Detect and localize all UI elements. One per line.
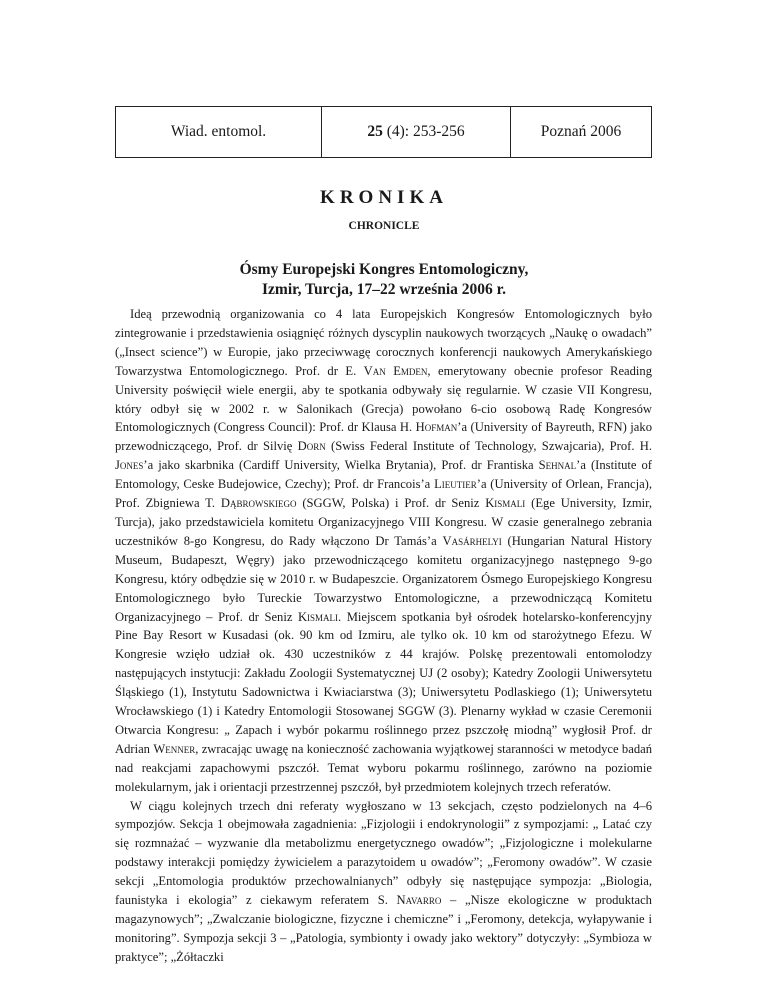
article-title (0, 260, 768, 300)
text-run: Ideą przewodnią organizowania co 4 lata Europejskich Kongresów Entomologicznych było zintegrowanie i przedstawienia osiągnięć różnych dyscyplin naukowych tworzących „Naukę o owadach” („Insect science”) w Europie, jako przeciwwagę corocznych konferencji naukowych Amerykańskiego Towarzystwa Entomologicznego. Prof. dr E. (115, 307, 652, 378)
text-run: ’a jako skarbnika (Cardiff University, Wielka Brytania), Prof. dr Frantiska (143, 458, 539, 473)
author-name: Wenner (153, 741, 196, 756)
volume-number: 25 (367, 123, 383, 140)
text-run: (Hungarian Natural History Museum, Budapeszt, Węgry) jako przewodniczącego komitetu organizacyjnego następnego 9-go Kongresu, który odbędzie się w 2010 r. w Budapeszcie. Organizatorem Ósmego Europejskiego Kongresu Entomologicznego było Tureckie Towarzystwo Entomologiczne, a przewodniczącą Komitetu Organizacyjnego – Prof. dr Seniz (115, 533, 652, 624)
article-title-line-2: Izmir, Turcja, 17–22 września 2006 r. (262, 281, 506, 298)
author-name: Jones (115, 458, 144, 473)
text-run: W ciągu kolejnych trzech dni referaty wygłoszano w 13 sekcjach, często podzielonych na 4–6 sympozjów. Sekcja 1 obejmowała zagadnienia: „Fizjologii i endokrynologii” z sympozjami: „ Latać czy się rozmnażać – wyzwanie dla metabolizmu energetycznego owadów”; „Fizjologiczne i molekularne podstawy interakcji pomiędzy żywicielem a parazytoidem u owadów”; „Feromony owadów”. W czasie sekcji „Entomologia produktów przechowalnianych” odbyły się następujące sympozja: „Biologia, faunistyka i ekologia” z ciekawym referatem S. (115, 798, 652, 908)
text-run: , emerytowany obecnie profesor Reading University poświęcił wiele energii, aby te spotkania odbywały się regularnie. W czasie VII Kongresu, który odbył się w 2002 r. w Salonikach (Grecja) powołano 6-cio osobową Radę Kongresów Entomologicznych (Congress Council): Prof. dr Klausa H. (115, 363, 653, 435)
author-name: Kismali (297, 609, 339, 624)
section-subtitle: CHRONICLE (348, 220, 420, 232)
article-body (115, 305, 652, 967)
text-run: (Ege University, Izmir, Turcja), jako przedstawiciela komitetu Organizacyjnego VIII Kongresu. W czasie generalnego zebrania uczestników 8-go Kongresu, do Rady włączono Dr Tamás’a (115, 496, 652, 548)
journal-name: Wiad. entomol. (116, 107, 322, 158)
paragraph-1 (115, 305, 652, 797)
author-name: Hofman (415, 420, 458, 435)
author-name: Dorn (297, 439, 326, 454)
text-run: – „Nisze ekologiczne w produktach magazynowych”; „Zwalczanie biologiczne, fizyczne i chemiczne” i „Feromony, detekcja, wyłapywanie i monitoring”. Sympozja sekcji 3 – „Patologia, symbionty i owady jako wektory” dotyczyły: „Symbioza w praktyce”; „Żółtaczki (115, 893, 652, 964)
volume-issue (322, 107, 511, 158)
text-run: ’a (Institute of Entomology, Ceske Budejowice, Czechy); Prof. dr Francois’a (115, 458, 652, 492)
text-run: (SGGW, Polska) i Prof. dr Seniz (296, 496, 486, 511)
paragraph-2 (115, 797, 652, 967)
author-name: Vasárhelyi (442, 533, 502, 548)
author-name: Van Emden (363, 363, 428, 378)
author-name: Navarro (396, 893, 442, 908)
issue-pages: (4): 253-256 (382, 123, 465, 140)
journal-header (115, 106, 652, 158)
text-run: . Miejscem spotkania był ośrodek hotelarsko-konferencyjny Pine Bay Resort w Kusadasi (ok. 90 km od Izmiru, ale tylko ok. 10 km od starożytnego Efezu. W Kongresie wzięło udział ok. 430 uczestników z 44 krajów. Polskę prezentowali entomolodzy następujących instytucji: Zakładu Zoologii Systematycznej UJ (2 osoby); Katedry Zoologii Uniwersytetu Śląskiego (1), Instytutu Sadownictwa i Kwiaciarstwa (3); Uniwersytetu Podlaskiego (1); Uniwersytetu Wrocławskiego (1) i Katedry Entomologii Stosowanej SGGW (3). Plenarny wykład w czasie Ceremonii Otwarcia Kongresu: „ Zapach i wybór pokarmu roślinnego przez pszczołę miodną” wygłosił Prof. dr Adrian (115, 609, 653, 756)
text-run: , zwracając uwagę na konieczność zachowania wyjątkowej staranności w metodyce badań nad reakcjami zapachowymi pszczół. Temat wyboru pokarmu roślinnego, zarówno na poziomie molekularnym, jak i orientacji przestrzennej pszczół, był przedmiotem kolejnych trzech referatów. (115, 741, 652, 794)
author-name: Lieutier (434, 477, 477, 492)
article-title-line-1: Ósmy Europejski Kongres Entomologiczny, (239, 261, 529, 278)
text-run: ’a (University of Orlean, Francja), Prof. Zbigniewa T. (115, 477, 653, 511)
text-run: ’a (University of Bayreuth, RFN) jako przewodniczącego, Prof. dr Silvię (115, 420, 652, 454)
author-name: Dąbrowskiego (220, 496, 297, 511)
section-title: KRONIKA (320, 187, 448, 208)
author-name: Sehnal (538, 458, 577, 473)
text-run: (Swiss Federal Institute of Technology, Szwajcaria), Prof. H. (325, 439, 652, 454)
author-name: Kismali (485, 496, 526, 511)
place-year: Poznań 2006 (511, 107, 652, 158)
